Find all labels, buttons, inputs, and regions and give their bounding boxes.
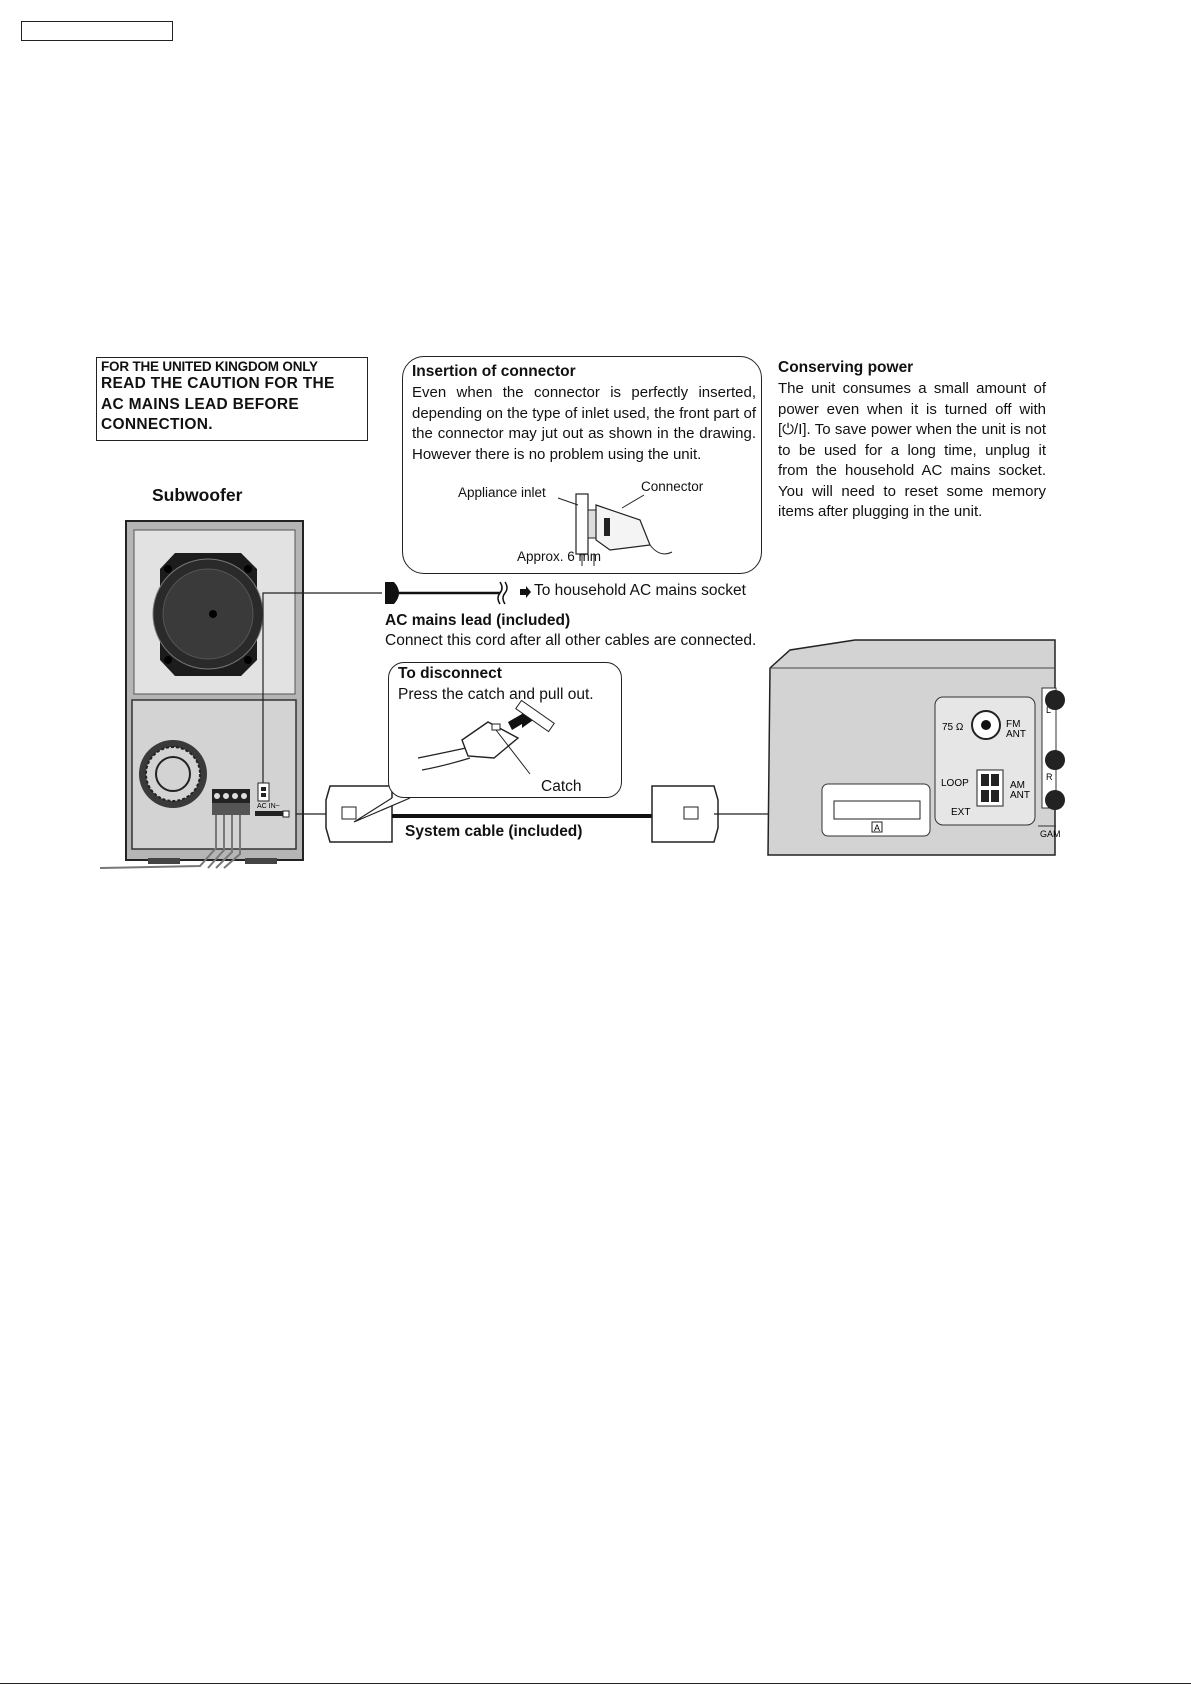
fm-ant-label: ANT bbox=[1006, 729, 1026, 740]
disconnect-body: Press the catch and pull out. bbox=[398, 686, 594, 703]
uk-notice-line3: AC MAINS LEAD BEFORE bbox=[101, 396, 300, 413]
ac-mains-title: AC mains lead (included) bbox=[385, 612, 571, 629]
main-unit-illustration bbox=[768, 640, 1065, 855]
catch-label: Catch bbox=[541, 778, 582, 795]
r-channel-label: R bbox=[1046, 772, 1053, 782]
am-ant-label: ANT bbox=[1010, 790, 1030, 801]
uk-notice-line2: READ THE CAUTION FOR THE bbox=[101, 375, 335, 392]
loop-label: LOOP bbox=[941, 778, 969, 789]
gam-label: GAM bbox=[1040, 829, 1061, 839]
appliance-inlet-label: Appliance inlet bbox=[458, 485, 546, 500]
conserving-power-body: The unit consumes a small amount of power even when it is turned off with [⏻/I]. To save power when the unit is not to be used for a long time, unplug it from the household AC mains socket. You will need to reset some memory items after plugging in the unit. bbox=[778, 380, 1046, 520]
subwoofer-illustration bbox=[100, 521, 303, 868]
port-a-label: A bbox=[874, 823, 881, 833]
ohm-label: 75 Ω bbox=[942, 722, 964, 733]
l-channel-label: L bbox=[1046, 705, 1052, 715]
ac-mains-body: Connect this cord after all other cables are connected. bbox=[385, 632, 757, 649]
insertion-title: Insertion of connector bbox=[412, 363, 576, 380]
insertion-body: Even when the connector is perfectly inserted, depending on the type of inlet used, the front part of the connector may jut out as shown in the drawing. However there is no problem using the unit. bbox=[412, 384, 756, 463]
am-label: AM bbox=[1010, 780, 1025, 791]
disconnect-title: To disconnect bbox=[398, 665, 502, 682]
fm-label: FM bbox=[1006, 719, 1021, 730]
connector-label: Connector bbox=[641, 479, 704, 494]
footer-rule bbox=[0, 1683, 1191, 1684]
ext-label: EXT bbox=[951, 807, 971, 818]
uk-notice-line1: FOR THE UNITED KINGDOM ONLY bbox=[101, 359, 318, 374]
approx-label: Approx. 6 mm bbox=[517, 549, 602, 564]
subwoofer-title: Subwoofer bbox=[152, 485, 243, 505]
system-cable-label: System cable (included) bbox=[405, 823, 583, 840]
conserving-power-title: Conserving power bbox=[778, 359, 914, 376]
ac-in-label: AC IN~ bbox=[257, 803, 280, 810]
uk-notice-line4: CONNECTION. bbox=[101, 416, 213, 433]
household-socket-label: To household AC mains socket bbox=[534, 582, 746, 599]
